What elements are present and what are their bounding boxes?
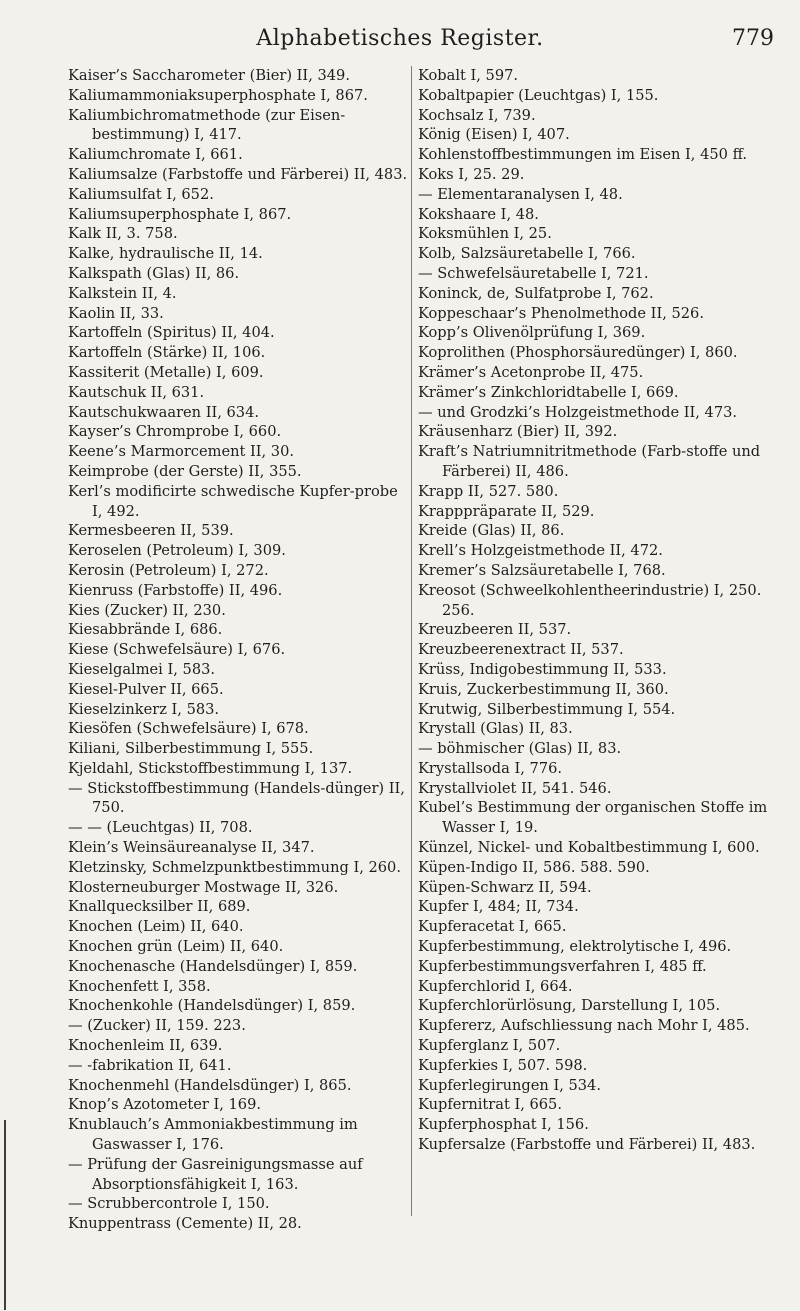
register-entry: Klein’s Weinsäureanalyse II, 347. (68, 839, 315, 857)
register-entry: Kolb, Salzsäuretabelle I, 766. (418, 245, 636, 263)
register-entry: Kupfernitrat I, 665. (418, 1096, 562, 1114)
register-entry: Krüss, Indigobestimmung II, 533. (418, 660, 667, 678)
register-entry: Kartoffeln (Stärke) II, 106. (68, 344, 266, 362)
register-entry: Kaliumsalze (Farbstoffe und Färberei) II, 483. (68, 165, 408, 183)
page-title: Alphabetisches Register. (256, 26, 544, 51)
register-entry: Kupferphosphat I, 156. (418, 1116, 589, 1134)
register-entry: Kupfer I, 484; II, 734. (418, 898, 579, 916)
column-divider (411, 66, 412, 1216)
register-entry: Kokshaare I, 48. (418, 205, 539, 223)
register-entry: Kalkspath (Glas) II, 86. (68, 264, 240, 282)
register-entry: Kassiterit (Metalle) I, 609. (68, 363, 264, 381)
register-entry: Kochsalz I, 739. (418, 106, 536, 124)
register-entry: Koppeschaar’s Phenolmethode II, 526. (418, 304, 704, 322)
register-entry: Kupferchlorürlösung, Darstellung I, 105. (418, 997, 721, 1015)
register-column-left (68, 66, 410, 1234)
register-entry: Knochenmehl (Handelsdünger) I, 865. (68, 1076, 352, 1094)
register-entry: Keene’s Marmorcement II, 30. (68, 443, 295, 461)
register-entry: Kreide (Glas) II, 86. (418, 522, 565, 540)
register-entry: Krämer’s Zinkchloridtabelle I, 669. (418, 383, 679, 401)
register-entry: Knop’s Azotometer I, 169. (68, 1096, 261, 1114)
register-entry: Kalk II, 3. 758. (68, 225, 178, 243)
register-entry: Kraft’s Natriumnitritmethode (Farb-stoffe und Färberei) II, 486. (418, 443, 761, 480)
register-entry: Kartoffeln (Spiritus) II, 404. (68, 324, 275, 342)
register-entry: Kreosot (Schweelkohlentheerindustrie) I, 250. 256. (418, 581, 762, 619)
register-entry: Krystall (Glas) II, 83. (418, 720, 573, 738)
register-entry: Kieselgalmei I, 583. (68, 660, 216, 678)
register-entry: Krystallsoda I, 776. (418, 759, 563, 777)
register-entry: Kaliumchromate I, 661. (68, 146, 243, 164)
register-entry: Keroselen (Petroleum) I, 309. (68, 542, 286, 560)
register-entry: — Schwefelsäuretabelle I, 721. (418, 264, 649, 282)
register-entry: Kerosin (Petroleum) I, 272. (68, 561, 269, 579)
register-entry: Kräusenharz (Bier) II, 392. (418, 423, 618, 441)
register-entry: Klosterneuburger Mostwage II, 326. (68, 878, 339, 896)
register-entry: — — (Leuchtgas) II, 708. (68, 819, 253, 837)
register-entry: Kiliani, Silberbestimmung I, 555. (68, 740, 314, 758)
register-entry: Knuppentrass (Cemente) II, 28. (68, 1215, 302, 1233)
register-entry: Künzel, Nickel- und Kobaltbestimmung I, 600. (418, 839, 760, 857)
register-entry: Kruis, Zuckerbestimmung II, 360. (418, 680, 669, 698)
register-entry: Krapp II, 527. 580. (418, 482, 559, 500)
register-entry: Kobaltpapier (Leuchtgas) I, 155. (418, 86, 659, 104)
register-entry: Kobalt I, 597. (418, 67, 519, 84)
register-entry: Knochenkohle (Handelsdünger) I, 859. (68, 997, 356, 1015)
register-entry: Kaliumsulfat I, 652. (68, 185, 214, 203)
register-entry: Koksmühlen I, 25. (418, 225, 552, 243)
register-entry: Kaliumsuperphosphate I, 867. (68, 205, 292, 223)
register-entry: Krell’s Holzgeistmethode II, 472. (418, 542, 663, 560)
register-entry: Küpen-Schwarz II, 594. (418, 878, 592, 896)
register-entry: Kieselzinkerz I, 583. (68, 700, 220, 718)
register-entry: Küpen-Indigo II, 586. 588. 590. (418, 858, 650, 876)
register-entry: Kaolin II, 33. (68, 304, 164, 322)
register-entry: Kreuzbeeren II, 537. (418, 621, 572, 639)
register-entry: Kupfererz, Aufschliessung nach Mohr I, 485. (418, 1017, 750, 1035)
register-column-right (418, 66, 770, 1155)
register-entry: Knochen grün (Leim) II, 640. (68, 938, 284, 956)
register-entry: Kupferglanz I, 507. (418, 1037, 561, 1055)
register-entry: Kupferacetat I, 665. (418, 918, 567, 936)
register-entry: Kiese (Schwefelsäure) I, 676. (68, 641, 286, 659)
register-entry: Kiesel-Pulver II, 665. (68, 680, 224, 698)
page-header (0, 14, 800, 74)
register-entry: Kremer’s Salzsäuretabelle I, 768. (418, 561, 666, 579)
register-entry: Kohlenstoffbestimmungen im Eisen I, 450 ff. (418, 146, 748, 164)
register-entry: — Prüfung der Gasreinigungsmasse auf Absorptionsfähigkeit I, 163. (68, 1155, 363, 1193)
register-entry: Kalke, hydraulische II, 14. (68, 245, 263, 263)
register-entry: — böhmischer (Glas) II, 83. (418, 740, 622, 758)
register-entry: Knallquecksilber II, 689. (68, 898, 251, 916)
register-entry: Kubel’s Bestimmung der organischen Stoffe im Wasser I, 19. (418, 799, 768, 837)
register-entry: Kayser’s Chromprobe I, 660. (68, 423, 282, 441)
register-entry: Knochenleim II, 639. (68, 1037, 223, 1055)
register-entry: Kupferbestimmung, elektrolytische I, 496. (418, 938, 732, 956)
register-entry: Kjeldahl, Stickstoffbestimmung I, 137. (68, 759, 353, 777)
register-entry: Koninck, de, Sulfatprobe I, 762. (418, 284, 654, 302)
register-entry: Knochenasche (Handelsdünger) I, 859. (68, 957, 358, 975)
register-entry: — Stickstoffbestimmung (Handels-dünger) II, 750. (68, 779, 405, 817)
page-number: 779 (732, 26, 774, 51)
register-entry: Krapppräparate II, 529. (418, 502, 595, 520)
register-entry: König (Eisen) I, 407. (418, 126, 570, 144)
register-entry: Kalkstein II, 4. (68, 284, 177, 302)
register-entry: Kerl’s modificirte schwedische Kupfer-probe I, 492. (68, 482, 398, 520)
page-edge-mark (4, 1120, 6, 1310)
register-entry: — (Zucker) II, 159. 223. (68, 1017, 246, 1035)
register-entry: — Scrubbercontrole I, 150. (68, 1195, 270, 1213)
register-entry: Kautschuk II, 631. (68, 383, 205, 401)
register-entry: — Elementaranalysen I, 48. (418, 185, 623, 203)
register-entry: Kiesöfen (Schwefelsäure) I, 678. (68, 720, 309, 738)
register-entry: Kreuzbeerenextract II, 537. (418, 641, 624, 659)
register-entry: Kupferkies I, 507. 598. (418, 1056, 588, 1074)
register-entry: Koks I, 25. 29. (418, 165, 525, 183)
register-entry: Krämer’s Acetonprobe II, 475. (418, 363, 644, 381)
register-entry: Kopp’s Olivenölprüfung I, 369. (418, 324, 646, 342)
register-entry: Kienruss (Farbstoffe) II, 496. (68, 581, 283, 599)
register-entry: — -fabrikation II, 641. (68, 1056, 232, 1074)
register-entry: Kaliumammoniaksuperphosphate I, 867. (68, 86, 368, 104)
register-entry: Kies (Zucker) II, 230. (68, 601, 226, 619)
register-entry: Kermesbeeren II, 539. (68, 522, 234, 540)
register-entry: Kupferlegirungen I, 534. (418, 1076, 601, 1094)
register-entry: Keimprobe (der Gerste) II, 355. (68, 462, 302, 480)
register-entry: Kupferbestimmungsverfahren I, 485 ff. (418, 957, 707, 975)
register-entry: Kautschukwaaren II, 634. (68, 403, 260, 421)
register-entry: Krystallviolet II, 541. 546. (418, 779, 612, 797)
register-entry: Kupfersalze (Farbstoffe und Färberei) II, 483. (418, 1136, 756, 1154)
register-entry: Kletzinsky, Schmelzpunktbestimmung I, 260. (68, 858, 401, 876)
register-entry: Knublauch’s Ammoniakbestimmung im Gaswasser I, 176. (68, 1116, 358, 1154)
register-entry: Kaiser’s Saccharometer (Bier) II, 349. (68, 67, 350, 84)
register-entry: Kiesabbrände I, 686. (68, 621, 223, 639)
register-entry: Knochen (Leim) II, 640. (68, 918, 244, 936)
register-entry: Kupferchlorid I, 664. (418, 977, 573, 995)
register-entry: Koprolithen (Phosphorsäuredünger) I, 860. (418, 344, 738, 362)
register-entry: Kaliumbichromatmethode (zur Eisen-bestimmung) I, 417. (68, 106, 346, 144)
register-entry: Knochenfett I, 358. (68, 977, 211, 995)
register-entry: Krutwig, Silberbestimmung I, 554. (418, 700, 676, 718)
register-entry: — und Grodzki’s Holzgeistmethode II, 473. (418, 403, 738, 421)
